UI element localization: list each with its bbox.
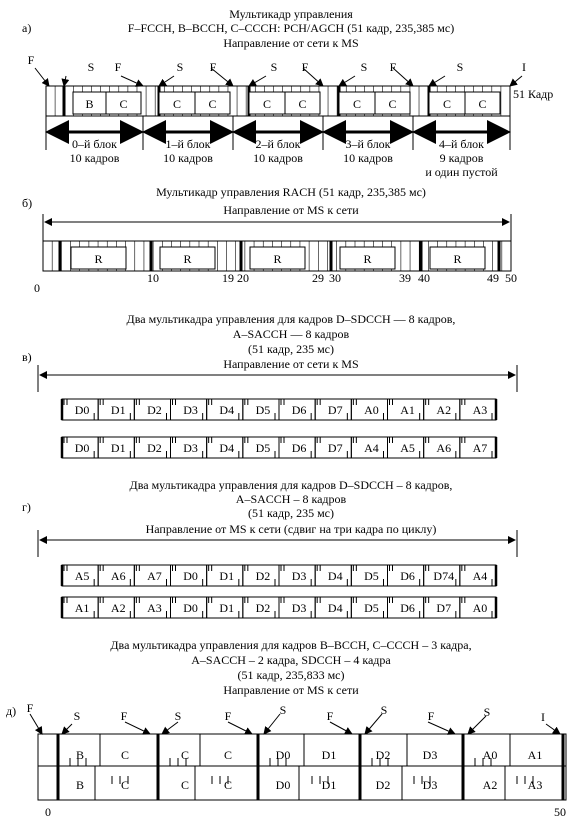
v-row2-cell-label: D4 (219, 441, 235, 455)
a-marker-label: S (270, 60, 278, 74)
d-row1-label: D0 (275, 748, 291, 762)
d-marker-label: F (120, 709, 128, 723)
a-channel-label: C (119, 97, 128, 111)
a-channel-label: C (442, 97, 452, 111)
a-marker-label: S (87, 60, 95, 74)
g-row2-cell-label: D7 (436, 601, 452, 615)
a-channel-label: B (85, 97, 94, 111)
a-block-count: 10 кадров (343, 151, 393, 165)
a-marker-arrow (510, 76, 522, 86)
b-channel-label: R (273, 252, 282, 266)
v-row2-cell-label: D1 (110, 441, 126, 455)
section-d-title: Два мультикадра управления для кадров B–BCCH, C–CCCH – 3 кадра, (110, 638, 472, 652)
d-row1-label: A0 (482, 748, 498, 762)
g-row2-cell-label: A1 (74, 601, 90, 615)
section-v-direction: Направление от сети к MS (223, 357, 359, 371)
v-row2-cell-label: D7 (327, 441, 343, 455)
d-marker-label: S (174, 709, 182, 723)
g-row1-cell-label: D4 (327, 569, 343, 583)
section-b-direction: Направление от MS к сети (223, 203, 359, 217)
v-row1-cell-label: D0 (74, 403, 90, 417)
b-tick-label: 30 (329, 271, 341, 285)
section-a-title: Мультикадр управления (229, 7, 353, 21)
g-row1-cell-label: D3 (291, 569, 307, 583)
section-a-label: а) (22, 21, 32, 35)
b-channel-label: R (94, 252, 103, 266)
d-row2-label: C (120, 778, 130, 792)
d-row2-label: C (180, 778, 190, 792)
section-a-frame-count: 51 Кадр (513, 87, 554, 101)
a-channel-label: C (352, 97, 362, 111)
b-tick-label: 39 (399, 271, 411, 285)
a-marker-label: S (176, 60, 184, 74)
v-row2-cell-label: A5 (400, 441, 415, 455)
d-row1-label: D2 (375, 748, 391, 762)
g-row2-cell-label: A0 (472, 601, 488, 615)
v-row1-cell-label: D1 (110, 403, 126, 417)
d-marker-arrow (125, 722, 150, 734)
d-marker-label: S (73, 709, 81, 723)
g-row1-cell-label: A6 (110, 569, 126, 583)
b-tick-label: 49 (487, 271, 499, 285)
section-b-title: Мультикадр управления RACH (51 кадр, 235,385 мс) (156, 185, 426, 199)
d-marker-label: F (326, 709, 334, 723)
d-marker-arrow (546, 724, 560, 734)
g-row2-cell-label: D3 (291, 601, 307, 615)
v-row1-cell-label: A3 (472, 403, 488, 417)
a-channel-label: C (262, 97, 272, 111)
v-row1-cell-label: A1 (400, 403, 415, 417)
d-marker-arrow (228, 722, 252, 734)
v-row2-cell-label: A7 (472, 441, 488, 455)
section-g-direction: Направление от MS к сети (сдвиг на три кадра по циклу) (145, 522, 437, 536)
b-tick-label: 10 (147, 271, 159, 285)
d-marker-arrow (62, 724, 72, 734)
a-block-label: 2–й блок (255, 137, 301, 151)
a-marker-label: F (114, 60, 122, 74)
d-row2-label: A2 (482, 778, 498, 792)
a-marker-arrow (35, 68, 49, 86)
a-channel-label: C (478, 97, 487, 111)
v-row2-cell-label: D2 (147, 441, 162, 455)
section-b-diagram (34, 214, 517, 295)
a-marker-arrow (64, 76, 66, 86)
a-block-count: 9 кадров (439, 151, 484, 165)
a-marker-label: S (360, 60, 368, 74)
a-block-count: 10 кадров (69, 151, 120, 165)
d-row2-label: A3 (527, 778, 543, 792)
g-row2-cell-label: D1 (219, 601, 235, 615)
v-row1-cell-label: A2 (436, 403, 452, 417)
b-channel-label: R (363, 252, 372, 266)
b-channel-label: R (453, 252, 462, 266)
d-row2-label: D0 (275, 778, 291, 792)
g-row2-cell-label: D5 (364, 601, 379, 615)
section-g-subtitle: A–SACCH – 8 кадров (235, 492, 347, 506)
b-tick-label: 19 (222, 271, 234, 285)
d-marker-label: S (483, 705, 491, 719)
d-marker-arrow (428, 722, 455, 734)
g-row2-cell-label: D4 (327, 601, 343, 615)
a-block-note: и один пустой (425, 165, 498, 179)
a-marker-label: F (389, 60, 397, 74)
d-marker-arrow (365, 714, 382, 734)
d-row1-label: D3 (422, 748, 438, 762)
d-marker-label: F (26, 701, 34, 715)
a-marker-arrow (249, 76, 266, 86)
section-v-subtitle: A–SACCH — 8 кадров (232, 327, 350, 341)
a-block-count: 10 кадров (253, 151, 303, 165)
d-marker-label: S (380, 703, 388, 717)
g-row1-cell-label: D5 (364, 569, 379, 583)
a-marker-label: S (456, 60, 464, 74)
v-row2-cell-label: A4 (364, 441, 379, 455)
g-row1-cell-label: A4 (472, 569, 488, 583)
b-tick-label: 40 (418, 271, 430, 285)
d-row2-label: C (223, 778, 233, 792)
d-row1-label: A1 (527, 748, 543, 762)
g-row1-cell-label: D6 (400, 569, 415, 583)
g-row1-cell-label: D74 (433, 569, 455, 583)
a-marker-label: I (522, 60, 526, 74)
v-row1-cell-label: D3 (183, 403, 198, 417)
d-row2-label: D3 (422, 778, 438, 792)
d-row1-label: B (75, 748, 85, 762)
g-row2-cell-label: D6 (400, 601, 415, 615)
section-d-diagram (27, 701, 566, 819)
a-marker-arrow (339, 76, 355, 86)
d-marker-arrow (30, 714, 42, 734)
d-tick-label: 50 (554, 805, 566, 819)
g-row2-cell-label: A3 (147, 601, 162, 615)
v-row2-cell-label: D3 (183, 441, 198, 455)
section-a-direction: Направление от сети к MS (223, 36, 359, 50)
v-row1-cell-label: A0 (364, 403, 379, 417)
g-row2-cell-label: A2 (110, 601, 126, 615)
d-marker-arrow (330, 722, 352, 734)
section-a-subtitle: F–FCCH, B–BCCH, C–CCCH: PCH/AGCH (51 кадр, 235,385 мс) (127, 21, 455, 35)
g-row1-cell-label: D0 (183, 569, 198, 583)
section-d-direction: Направление от MS к сети (223, 683, 359, 697)
section-g-label: г) (22, 500, 31, 514)
d-row1-label: D1 (321, 748, 337, 762)
g-row1-cell-label: D1 (219, 569, 235, 583)
d-row1-label: C (180, 748, 190, 762)
d-marker-arrow (264, 714, 280, 734)
b-tick-label: 20 (237, 271, 249, 285)
b-channel-label: R (183, 252, 192, 266)
a-marker-arrow (429, 76, 445, 86)
a-block-label: 1–й блок (165, 137, 211, 151)
d-row2-label: D1 (321, 778, 337, 792)
section-d-label: д) (6, 704, 17, 718)
a-block-label: 0–й блок (71, 137, 118, 151)
v-row1-cell-label: D7 (327, 403, 343, 417)
b-tick-label: 0 (34, 281, 40, 295)
b-tick-label: 29 (312, 271, 324, 285)
a-channel-label: C (388, 97, 397, 111)
a-marker-arrow (121, 76, 143, 86)
section-g-diagram (38, 530, 517, 618)
v-row2-cell-label: D5 (255, 441, 271, 455)
v-row2-cell-label: D6 (291, 441, 307, 455)
b-tick-label: 50 (505, 271, 517, 285)
g-row2-cell-label: D2 (255, 601, 271, 615)
section-v-title: Два мультикадра управления для кадров D–SDCCH — 8 кадров, (126, 312, 456, 326)
d-row2-label: B (75, 778, 85, 792)
section-d-subtitle: A–SACCH – 2 кадра, SDCCH – 4 кадра (191, 653, 391, 667)
g-row1-cell-label: A7 (147, 569, 162, 583)
v-row1-cell-label: D6 (291, 403, 307, 417)
section-v-diagram (38, 365, 517, 458)
a-block-count: 10 кадров (163, 151, 213, 165)
a-block-label: 4–й блок (438, 137, 485, 151)
d-row1-label: C (120, 748, 130, 762)
section-g-period: (51 кадр, 235 мс) (248, 506, 334, 520)
v-row1-cell-label: D2 (147, 403, 162, 417)
d-row1-label: C (223, 748, 233, 762)
a-marker-label: F (209, 60, 217, 74)
v-row2-cell-label: A6 (436, 441, 452, 455)
section-v-period: (51 кадр, 235 мс) (248, 342, 334, 356)
d-row2-label: D2 (375, 778, 391, 792)
d-marker-label: F (224, 709, 232, 723)
v-row1-cell-label: D5 (255, 403, 271, 417)
section-a-diagram (28, 53, 526, 179)
a-channel-label: C (172, 97, 182, 111)
a-block-label: 3–й блок (345, 137, 391, 151)
d-marker-label: F (427, 709, 435, 723)
g-row2-cell-label: D0 (183, 601, 198, 615)
a-channel-label: C (208, 97, 217, 111)
d-tick-label: 0 (45, 805, 51, 819)
section-g-title: Два мультикадра управления для кадров D–SDCCH – 8 кадров, (129, 478, 453, 492)
g-row1-cell-label: A5 (74, 569, 90, 583)
v-row2-cell-label: D0 (74, 441, 90, 455)
section-v-label: в) (22, 350, 32, 364)
d-marker-label: I (541, 710, 545, 724)
g-row1-cell-label: D2 (255, 569, 271, 583)
section-d-period: (51 кадр, 235,833 мс) (237, 668, 345, 682)
d-marker-label: S (279, 703, 287, 717)
v-row1-cell-label: D4 (219, 403, 235, 417)
a-marker-label: F (301, 60, 309, 74)
d-marker-arrow (162, 722, 178, 734)
section-b-label: б) (22, 196, 33, 210)
a-marker-arrow (159, 76, 174, 86)
a-channel-label: C (298, 97, 307, 111)
a-marker-label: F (27, 53, 35, 67)
